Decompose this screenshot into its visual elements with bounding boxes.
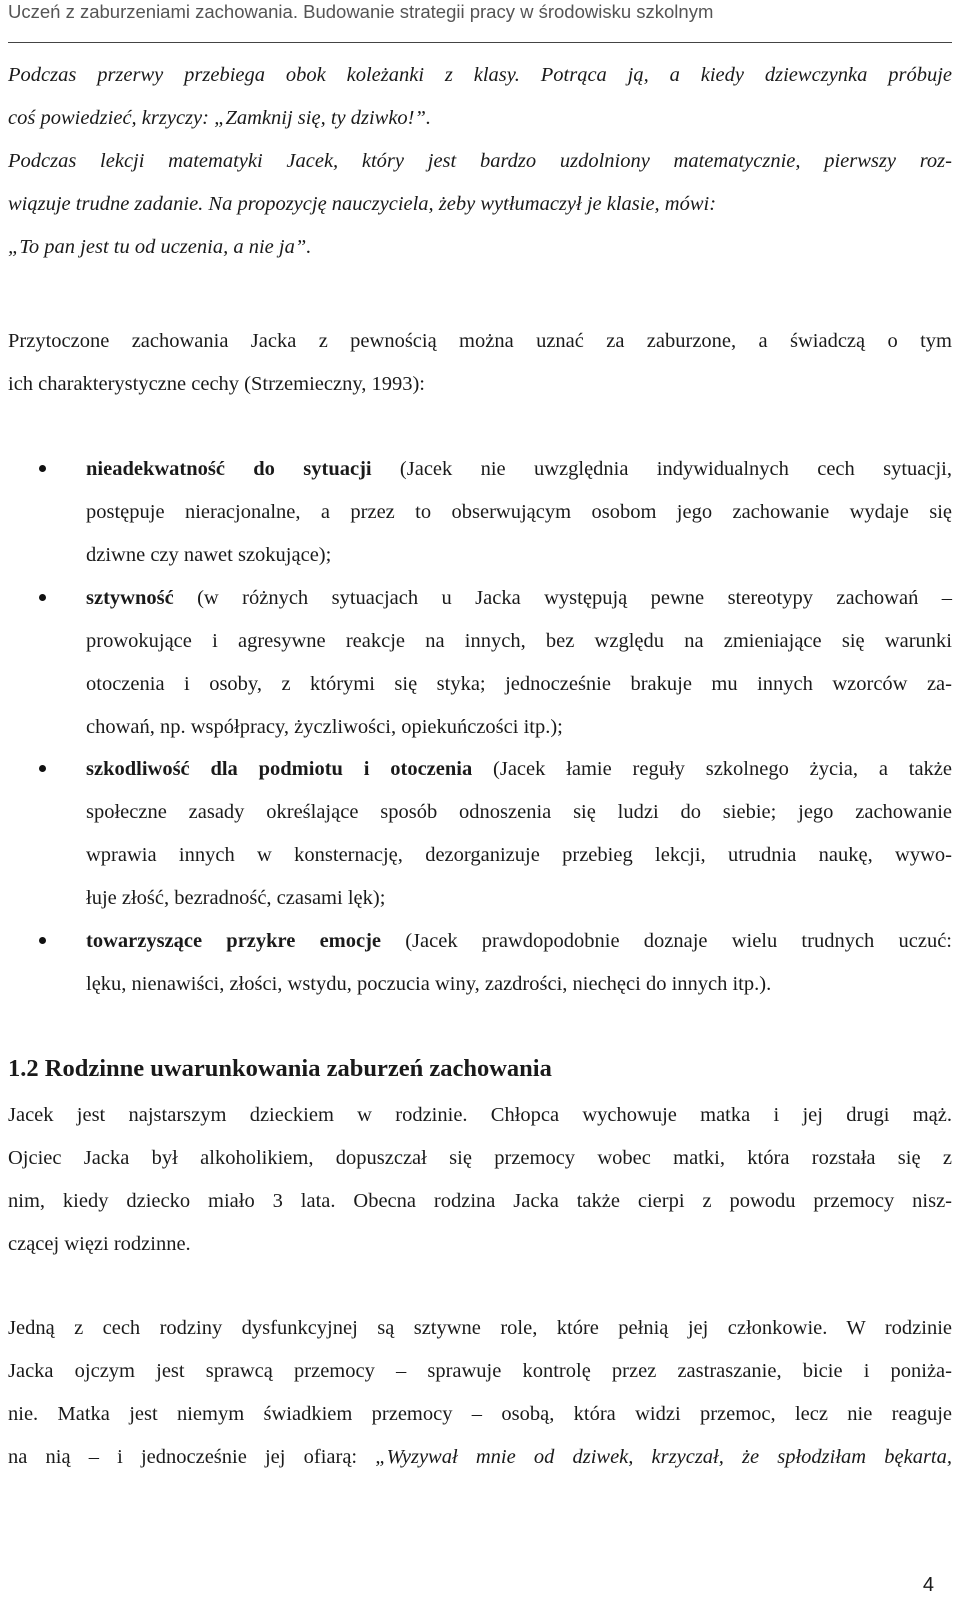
family-paragraph [8,1094,952,1266]
text-line: Jedną z cech rodziny dysfunkcyjnej są sztywne role, które pełnią jej członkowie. W rodzinie [8,1317,952,1339]
bullet-term: szkodliwość dla podmiotu i otoczenia [86,758,473,780]
bullet-icon [39,465,46,472]
bullet-icon [39,765,46,772]
text-line: społeczne zasady określające sposób odnoszenia się ludzi do siebie; jego zachowanie [86,801,952,823]
section-heading: 1.2 Rodzinne uwarunkowania zaburzeń zachowania [8,1055,552,1082]
page-number: 4 [922,1574,934,1596]
text-line [86,448,952,491]
bullet-text [86,748,952,920]
bullet-icon [39,937,46,944]
text-line: Przytoczone zachowania Jacka z pewnością można uznać za zaburzone, a świadczą o tym [8,330,952,352]
bullet-text [86,448,952,577]
text-line: Podczas lekcji matematyki Jacek, który jest bardzo uzdolniony matematycznie, pierwszy roz- [8,150,952,172]
text-line: Jacka ojczym jest sprawcą przemocy – sprawuje kontrolę przez zastraszanie, bicie i poniża- [8,1360,952,1382]
text-line: nim, kiedy dziecko miało 3 lata. Obecna rodzina Jacka także cierpi z powodu przemocy nisz- [8,1190,952,1212]
bullet-text [86,920,952,1006]
bullet-text [86,577,952,749]
text-line: postępuje nieracjonalne, a przez to obserwującym osobom jego zachowanie wydaje się [86,501,952,523]
text-line: lęku, nienawiści, złości, wstydu, poczucia winy, zazdrości, niechęci do innych itp.). [86,973,772,995]
text-line: czącej więzi rodzinne. [8,1233,191,1255]
text-line: coś powiedzieć, krzyczy: „Zamknij się, ty dziwko!”. [8,107,432,129]
text-line [86,748,952,791]
text-line: nie. Matka jest niemym świadkiem przemocy – osobą, która widzi przemoc, lecz nie reaguje [8,1403,952,1425]
text-line: wiązuje trudne zadanie. Na propozycję nauczyciela, żeby wytłumaczył je klasie, mówi: [8,193,717,215]
text-line: Podczas przerwy przebiega obok koleżanki z klasy. Potrąca ją, a kiedy dziewczynka próbuje [8,64,952,86]
bullet-term: nieadekwatność do sytuacji [86,458,372,480]
bullet-icon [39,594,46,601]
bullet-line: (Jacek nie uwzględnia indywidualnych cech sytuacji, [371,458,952,480]
bullet-term: towarzyszące przykre emocje [86,930,382,952]
header-rule [8,42,952,43]
text-line: wprawia innych w konsternację, dezorganizuje przebieg lekcji, utrudnia naukę, wywo- [86,844,952,866]
summary-paragraph [8,320,952,406]
bullet-line: (w różnych sytuacjach u Jacka występują pewne stereotypy zachowań – [173,587,952,609]
text-segment: na nią – i jednocześnie jej ofiarą: [8,1446,376,1468]
roles-paragraph [8,1307,952,1479]
case-intro-paragraph [8,54,952,269]
text-line [8,1436,952,1479]
text-line: dziwne czy nawet szokujące); [86,544,332,566]
bullet-line: (Jacek prawdopodobnie doznaje wielu trudnych uczuć: [381,930,952,952]
bullet-line: (Jacek łamie reguły szkolnego życia, a także [472,758,952,780]
text-line: chowań, np. współpracy, życzliwości, opiekuńczości itp.); [86,716,563,738]
bullet-term: sztywność [86,587,174,609]
text-line: otoczenia i osoby, z którymi się styka; jednocześnie brakuje mu innych wzorców za- [86,673,952,695]
text-line: Ojciec Jacka był alkoholikiem, dopuszczał się przemocy wobec matki, która rozstała się z [8,1147,952,1169]
text-line: „To pan jest tu od uczenia, a nie ja”. [8,236,312,258]
text-line: prowokujące i agresywne reakcje na innych, bez względu na zmieniające się warunki [86,630,952,652]
text-line [86,577,952,620]
text-line: łuje złość, bezradność, czasami lęk); [86,887,386,909]
text-line: ich charakterystyczne cechy (Strzemieczny, 1993): [8,373,426,395]
text-line [86,920,952,963]
header-title: Uczeń z zaburzeniami zachowania. Budowanie strategii pracy w środowisku szkolnym [8,1,714,22]
text-line: Jacek jest najstarszym dzieckiem w rodzinie. Chłopca wychowuje matka i jej drugi mąż. [8,1104,952,1126]
quote-text: „Wyzywał mnie od dziwek, krzyczał, że spłodziłam bękarta, [375,1446,952,1468]
running-header [8,0,952,24]
